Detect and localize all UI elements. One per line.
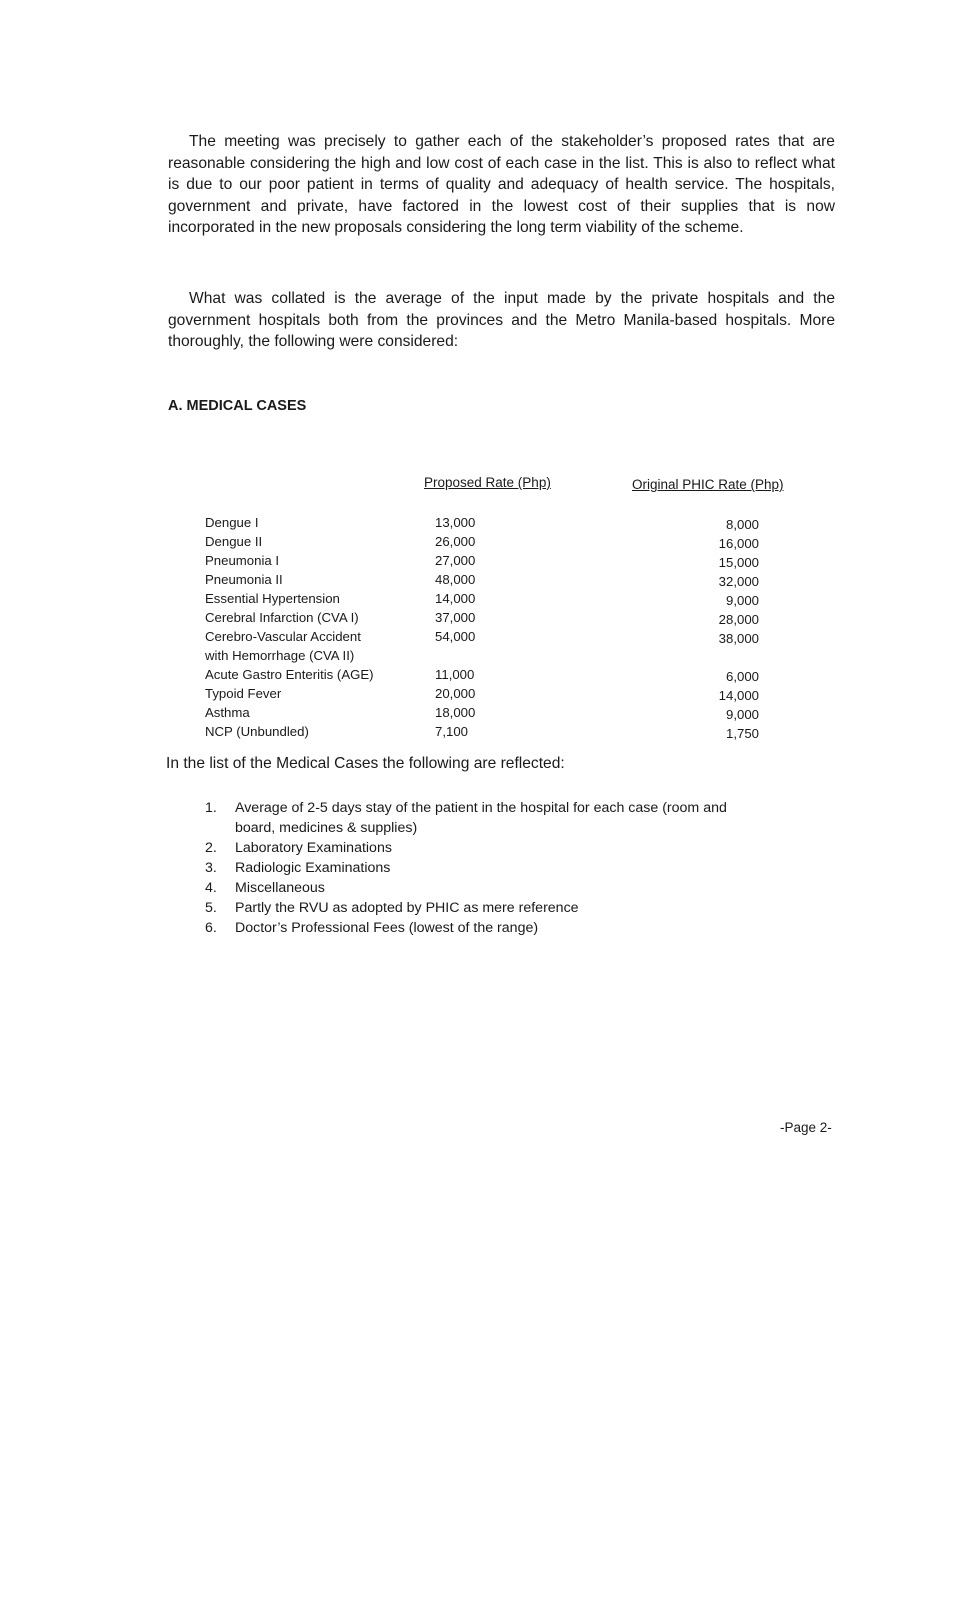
table-row — [205, 513, 759, 532]
original-rate-cell — [649, 684, 759, 703]
list-item-text: Miscellaneous — [235, 880, 325, 896]
case-name-text: Cerebral Infarction (CVA I) — [205, 610, 359, 625]
case-name — [205, 589, 435, 608]
original-rate-value: 38,000 — [718, 631, 759, 646]
list-item-number: 3. — [205, 860, 217, 876]
case-name-text: Pneumonia II — [205, 572, 283, 587]
case-name — [205, 627, 435, 665]
original-rate-value: 9,000 — [725, 593, 759, 608]
list-item — [205, 798, 765, 838]
original-rate-value: 32,000 — [718, 574, 759, 589]
page-number: -Page 2- — [780, 1120, 832, 1135]
case-name-text: Typoid Fever — [205, 686, 282, 701]
case-name-text: Dengue I — [205, 515, 259, 530]
proposed-rate-cell: 20,000 — [435, 686, 476, 701]
list-item — [205, 898, 765, 918]
original-rate-value: 14,000 — [718, 688, 759, 703]
case-name — [205, 665, 435, 684]
original-rate-cell — [649, 627, 759, 665]
table-row — [205, 551, 759, 570]
case-name — [205, 532, 435, 551]
proposed-rate-cell: 13,000 — [435, 515, 476, 530]
case-name — [205, 570, 435, 589]
list-item-text: Laboratory Examinations — [235, 840, 392, 856]
table-row — [205, 665, 759, 684]
case-name — [205, 722, 435, 741]
medical-cases-rate-table — [205, 513, 759, 741]
case-name-continuation: with Hemorrhage (CVA II) — [205, 648, 355, 663]
table-row — [205, 608, 759, 627]
list-item-text: Radiologic Examinations — [235, 860, 391, 876]
original-rate-value: 6,000 — [725, 669, 759, 684]
reflected-list-intro: In the list of the Medical Cases the following are reflected: — [166, 755, 565, 772]
original-rate-cell — [649, 570, 759, 589]
original-rate-value: 15,000 — [718, 555, 759, 570]
original-rate-cell — [649, 722, 759, 741]
paragraph-collation-method: What was collated is the average of the input made by the private hospitals and the government hospitals both from the provinces and the Metro Manila-based hospitals. More thoroughly, the following were considered: — [168, 290, 835, 350]
case-name — [205, 684, 435, 703]
original-rate-value: 1,750 — [725, 726, 759, 741]
proposed-rate-cell: 18,000 — [435, 705, 476, 720]
proposed-rate-cell: 48,000 — [435, 572, 476, 587]
list-item-number: 5. — [205, 900, 217, 916]
original-rate-cell — [649, 513, 759, 532]
case-name — [205, 513, 435, 532]
table-row — [205, 684, 759, 703]
list-item — [205, 878, 765, 898]
list-item-text: Partly the RVU as adopted by PHIC as mere reference — [235, 900, 579, 916]
case-name-text: Essential Hypertension — [205, 591, 340, 606]
table-row — [205, 703, 759, 722]
original-rate-cell — [649, 589, 759, 608]
proposed-rate-cell: 27,000 — [435, 553, 476, 568]
proposed-rate-cell: 14,000 — [435, 591, 476, 606]
table-row — [205, 570, 759, 589]
original-rate-cell — [649, 532, 759, 551]
original-rate-cell — [649, 551, 759, 570]
table-row — [205, 722, 759, 741]
proposed-rate-cell: 37,000 — [435, 610, 476, 625]
list-item-number: 6. — [205, 920, 217, 936]
original-rate-value: 28,000 — [718, 612, 759, 627]
table-row — [205, 532, 759, 551]
case-name — [205, 703, 435, 722]
case-name-text: Asthma — [205, 705, 250, 720]
case-name-text: Acute Gastro Enteritis (AGE) — [205, 667, 374, 682]
case-name-text: Pneumonia I — [205, 553, 280, 568]
list-item — [205, 858, 765, 878]
list-item-number: 2. — [205, 840, 217, 856]
original-rate-cell — [649, 703, 759, 722]
reflected-items-list — [205, 798, 765, 938]
proposed-rate-cell: 7,100 — [435, 724, 469, 739]
case-name-text: Cerebro-Vascular Accident — [205, 629, 361, 644]
original-rate-value: 9,000 — [725, 707, 759, 722]
case-name-text: NCP (Unbundled) — [205, 724, 309, 739]
paragraph-meeting-purpose: The meeting was precisely to gather each of the stakeholder’s proposed rates that are reasonable considering the high and low cost of each case in the list. This is also to reflect what is due to our poor patient in terms of quality and adequacy of health service. The hospitals, government and private, have factored in the lowest cost of their supplies that is now incorporated in the new proposals considering the long term viability of the scheme. — [168, 133, 835, 236]
original-rate-value: 16,000 — [718, 536, 759, 551]
original-rate-cell — [649, 665, 759, 684]
list-item-text: Average of 2-5 days stay of the patient in the hospital for each case (room and board, medicines & supplies) — [235, 800, 727, 836]
original-rate-cell — [649, 608, 759, 627]
section-heading-medical-cases: A. MEDICAL CASES — [168, 398, 307, 414]
case-name — [205, 608, 435, 627]
column-header-original-phic-rate: Original PHIC Rate (Php) — [632, 477, 784, 492]
table-row — [205, 589, 759, 608]
proposed-rate-cell: 26,000 — [435, 534, 476, 549]
column-header-proposed-rate: Proposed Rate (Php) — [424, 475, 551, 490]
list-item-number: 1. — [205, 800, 217, 816]
list-item — [205, 918, 765, 938]
table-row — [205, 627, 759, 665]
list-item — [205, 838, 765, 858]
proposed-rate-cell: 54,000 — [435, 629, 476, 644]
case-name — [205, 551, 435, 570]
list-item-number: 4. — [205, 880, 217, 896]
original-rate-value: 8,000 — [725, 517, 759, 532]
case-name-text: Dengue II — [205, 534, 263, 549]
list-item-text: Doctor’s Professional Fees (lowest of the range) — [235, 920, 539, 936]
proposed-rate-cell: 11,000 — [435, 667, 475, 682]
